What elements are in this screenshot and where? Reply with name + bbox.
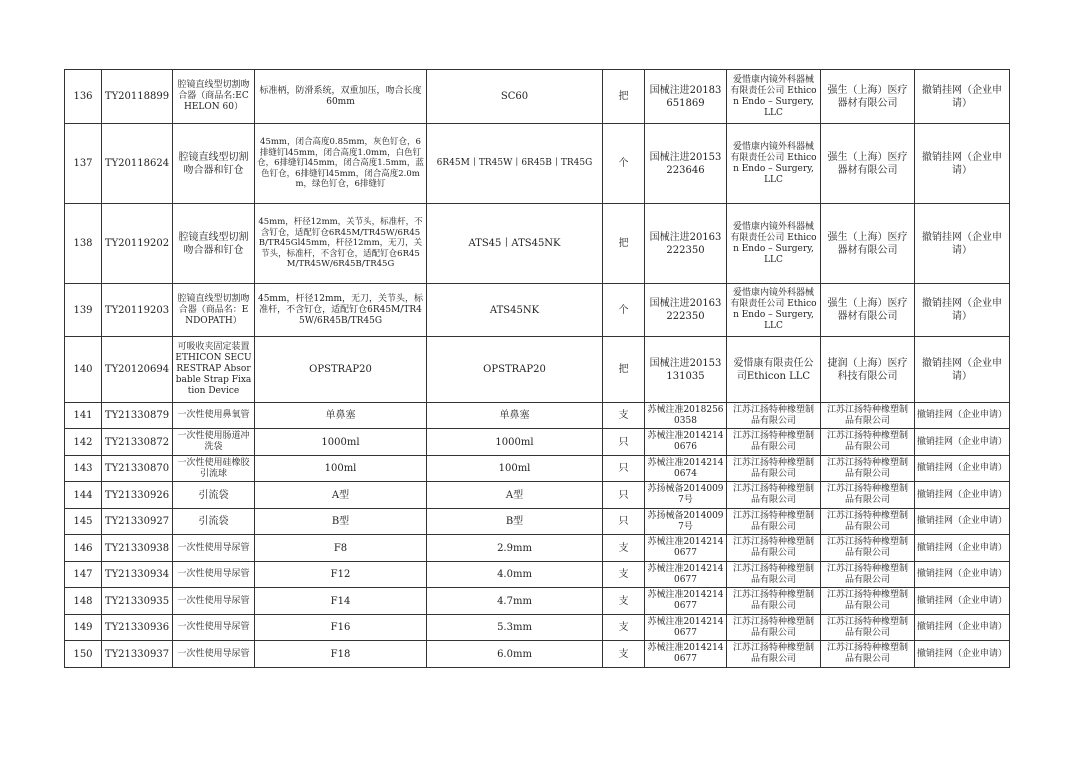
manufacturer: 江苏江扬特种橡塑制品有限公司 [727,588,821,615]
registration-number: 国械注进20163222350 [645,284,727,337]
spec-description: F8 [255,535,427,562]
registration-number: 苏械注准20142140677 [645,535,727,562]
model-spec: SC60 [427,70,603,124]
spec-description: B型 [255,509,427,535]
product-name: 一次性使用肠道冲洗袋 [173,429,255,456]
unit: 支 [603,535,645,562]
manufacturer: 江苏江扬特种橡塑制品有限公司 [727,456,821,482]
agent-company: 江苏江扬特种橡塑制品有限公司 [821,509,915,535]
table-row [65,284,1010,337]
registration-number: 苏械注准20182560358 [645,403,727,429]
unit: 个 [603,124,645,204]
row-number: 141 [65,403,102,429]
model-spec: 2.9mm [427,535,603,562]
agent-company: 江苏江扬特种橡塑制品有限公司 [821,641,915,668]
agent-company: 强生（上海）医疗器材有限公司 [821,204,915,284]
row-number: 138 [65,204,102,284]
product-name: 一次性使用导尿管 [173,562,255,588]
product-code: TY21330926 [102,482,173,509]
status: 撤销挂网（企业申请） [915,204,1010,284]
status: 撤销挂网（企业申请） [915,482,1010,509]
model-spec: 5.3mm [427,615,603,641]
model-spec: 6.0mm [427,641,603,668]
unit: 把 [603,70,645,124]
model-spec: 单鼻塞 [427,403,603,429]
table-row [65,615,1010,641]
product-code: TY20118624 [102,124,173,204]
spec-description: 45mm，闭合高度0.85mm，灰色钉仓，6排缝钉l45mm，闭合高度1.0mm，白色钉仓，6排缝钉l45mm，闭合高度1.5mm，蓝色钉仓，6排缝钉l45mm，闭合高度2.0mm，绿色钉仓，6排缝钉 [255,124,427,204]
agent-company: 江苏江扬特种橡塑制品有限公司 [821,482,915,509]
product-code: TY21330927 [102,509,173,535]
row-number: 147 [65,562,102,588]
manufacturer: 江苏江扬特种橡塑制品有限公司 [727,482,821,509]
product-code: TY21330934 [102,562,173,588]
model-spec: 1000ml [427,429,603,456]
manufacturer: 爱惜康内镜外科器械有限责任公司 Ethicon Endo – Surgery, LLC [727,284,821,337]
product-name: 引流袋 [173,482,255,509]
status: 撤销挂网（企业申请） [915,456,1010,482]
row-number: 142 [65,429,102,456]
row-number: 139 [65,284,102,337]
row-number: 144 [65,482,102,509]
spec-description: 45mm，杆径12mm，无刀，关节头，标准杆，不含钉仓，适配钉仓6R45M/TR45W/6R45B/TR45G [255,284,427,337]
product-code: TY20120694 [102,337,173,403]
unit: 个 [603,284,645,337]
model-spec: 4.0mm [427,562,603,588]
registration-number: 国械注进20163222350 [645,204,727,284]
table-row [65,429,1010,456]
model-spec: OPSTRAP20 [427,337,603,403]
spec-description: 单鼻塞 [255,403,427,429]
table-row [65,641,1010,668]
manufacturer: 江苏江扬特种橡塑制品有限公司 [727,535,821,562]
product-name: 一次性使用导尿管 [173,588,255,615]
manufacturer: 爱惜康有限责任公司Ethicon LLC [727,337,821,403]
registration-number: 苏械注准20142140677 [645,641,727,668]
table-row [65,588,1010,615]
spec-description: 100ml [255,456,427,482]
product-code: TY20118899 [102,70,173,124]
product-code: TY21330937 [102,641,173,668]
product-name: 一次性使用硅橡胶引流球 [173,456,255,482]
unit: 只 [603,509,645,535]
status: 撤销挂网（企业申请） [915,588,1010,615]
product-name: 一次性使用导尿管 [173,615,255,641]
spec-description: 1000ml [255,429,427,456]
table-row [65,509,1010,535]
registration-number: 国械注进20183651869 [645,70,727,124]
status: 撤销挂网（企业申请） [915,509,1010,535]
manufacturer: 江苏江扬特种橡塑制品有限公司 [727,641,821,668]
status: 撤销挂网（企业申请） [915,70,1010,124]
unit: 只 [603,482,645,509]
spec-description: F18 [255,641,427,668]
registration-number: 苏械注准20142140677 [645,562,727,588]
unit: 支 [603,641,645,668]
model-spec: 100ml [427,456,603,482]
model-spec: B型 [427,509,603,535]
product-name: 腔镜直线型切割吻合器（商品名:ECHELON 60） [173,70,255,124]
spec-description: 标准柄，防滑系统，双重加压，吻合长度60mm [255,70,427,124]
agent-company: 江苏江扬特种橡塑制品有限公司 [821,535,915,562]
product-code: TY20119202 [102,204,173,284]
table-row [65,535,1010,562]
agent-company: 江苏江扬特种橡塑制品有限公司 [821,456,915,482]
table-row [65,70,1010,124]
table-row [65,482,1010,509]
unit: 把 [603,337,645,403]
unit: 支 [603,615,645,641]
row-number: 150 [65,641,102,668]
manufacturer: 江苏江扬特种橡塑制品有限公司 [727,509,821,535]
manufacturer: 爱惜康内镜外科器械有限责任公司 Ethicon Endo – Surgery, LLC [727,124,821,204]
registration-number: 苏械注准20142140677 [645,588,727,615]
table-row [65,403,1010,429]
unit: 只 [603,456,645,482]
row-number: 146 [65,535,102,562]
row-number: 136 [65,70,102,124]
row-number: 143 [65,456,102,482]
row-number: 149 [65,615,102,641]
status: 撤销挂网（企业申请） [915,124,1010,204]
status: 撤销挂网（企业申请） [915,562,1010,588]
manufacturer: 江苏江扬特种橡塑制品有限公司 [727,615,821,641]
agent-company: 江苏江扬特种橡塑制品有限公司 [821,588,915,615]
model-spec: ATS45NK [427,284,603,337]
product-code: TY21330872 [102,429,173,456]
product-code: TY21330870 [102,456,173,482]
table-row [65,562,1010,588]
product-name: 引流袋 [173,509,255,535]
product-code: TY20119203 [102,284,173,337]
spec-description: F16 [255,615,427,641]
product-code: TY21330935 [102,588,173,615]
manufacturer: 江苏江扬特种橡塑制品有限公司 [727,562,821,588]
product-code: TY21330879 [102,403,173,429]
registration-number: 苏械注准20142140677 [645,615,727,641]
status: 撤销挂网（企业申请） [915,535,1010,562]
product-name: 腔镜直线型切割吻合器（商品名：ENDOPATH） [173,284,255,337]
registration-number: 国械注进20153223646 [645,124,727,204]
unit: 支 [603,562,645,588]
spec-description: A型 [255,482,427,509]
product-name: 腔镜直线型切割吻合器和钉仓 [173,124,255,204]
manufacturer: 爱惜康内镜外科器械有限责任公司 Ethicon Endo – Surgery, LLC [727,70,821,124]
table-row [65,124,1010,204]
model-spec: ATS45丨ATS45NK [427,204,603,284]
product-name: 一次性使用导尿管 [173,641,255,668]
agent-company: 江苏江扬特种橡塑制品有限公司 [821,429,915,456]
agent-company: 捷润（上海）医疗科技有限公司 [821,337,915,403]
product-table [64,69,1010,668]
product-name: 腔镜直线型切割吻合器和钉仓 [173,204,255,284]
status: 撤销挂网（企业申请） [915,641,1010,668]
registration-number: 国械注进20153131035 [645,337,727,403]
model-spec: A型 [427,482,603,509]
unit: 只 [603,429,645,456]
product-name: 可吸收夹固定装置ETHICON SECURESTRAP Absorbable Strap Fixation Device [173,337,255,403]
row-number: 137 [65,124,102,204]
manufacturer: 江苏江扬特种橡塑制品有限公司 [727,429,821,456]
product-name: 一次性使用鼻氧管 [173,403,255,429]
unit: 把 [603,204,645,284]
agent-company: 江苏江扬特种橡塑制品有限公司 [821,403,915,429]
table-body [65,70,1010,668]
row-number: 148 [65,588,102,615]
status: 撤销挂网（企业申请） [915,429,1010,456]
agent-company: 江苏江扬特种橡塑制品有限公司 [821,615,915,641]
agent-company: 强生（上海）医疗器材有限公司 [821,284,915,337]
status: 撤销挂网（企业申请） [915,284,1010,337]
table-row [65,204,1010,284]
unit: 支 [603,403,645,429]
registration-number: 苏械注准20142140676 [645,429,727,456]
model-spec: 6R45M丨TR45W丨6R45B丨TR45G [427,124,603,204]
product-name: 一次性使用导尿管 [173,535,255,562]
manufacturer: 爱惜康内镜外科器械有限责任公司 Ethicon Endo – Surgery, LLC [727,204,821,284]
agent-company: 强生（上海）医疗器材有限公司 [821,70,915,124]
status: 撤销挂网（企业申请） [915,403,1010,429]
spec-description: F12 [255,562,427,588]
model-spec: 4.7mm [427,588,603,615]
row-number: 145 [65,509,102,535]
status: 撤销挂网（企业申请） [915,615,1010,641]
product-code: TY21330938 [102,535,173,562]
registration-number: 苏扬械备20140097号 [645,509,727,535]
status: 撤销挂网（企业申请） [915,337,1010,403]
table-row [65,337,1010,403]
agent-company: 强生（上海）医疗器材有限公司 [821,124,915,204]
registration-number: 苏扬械备20140097号 [645,482,727,509]
row-number: 140 [65,337,102,403]
registration-number: 苏械注准20142140674 [645,456,727,482]
spec-description: OPSTRAP20 [255,337,427,403]
manufacturer: 江苏江扬特种橡塑制品有限公司 [727,403,821,429]
unit: 支 [603,588,645,615]
product-code: TY21330936 [102,615,173,641]
spec-description: F14 [255,588,427,615]
agent-company: 江苏江扬特种橡塑制品有限公司 [821,562,915,588]
table-row [65,456,1010,482]
spec-description: 45mm，杆径12mm，关节头，标准杆，不含钉仓，适配钉仓6R45M/TR45W/6R45B/TR45Gl45mm，杆径12mm，无刀，关节头，标准杆，不含钉仓，适配钉仓6R45M/TR45W/6R45B/TR45G [255,204,427,284]
